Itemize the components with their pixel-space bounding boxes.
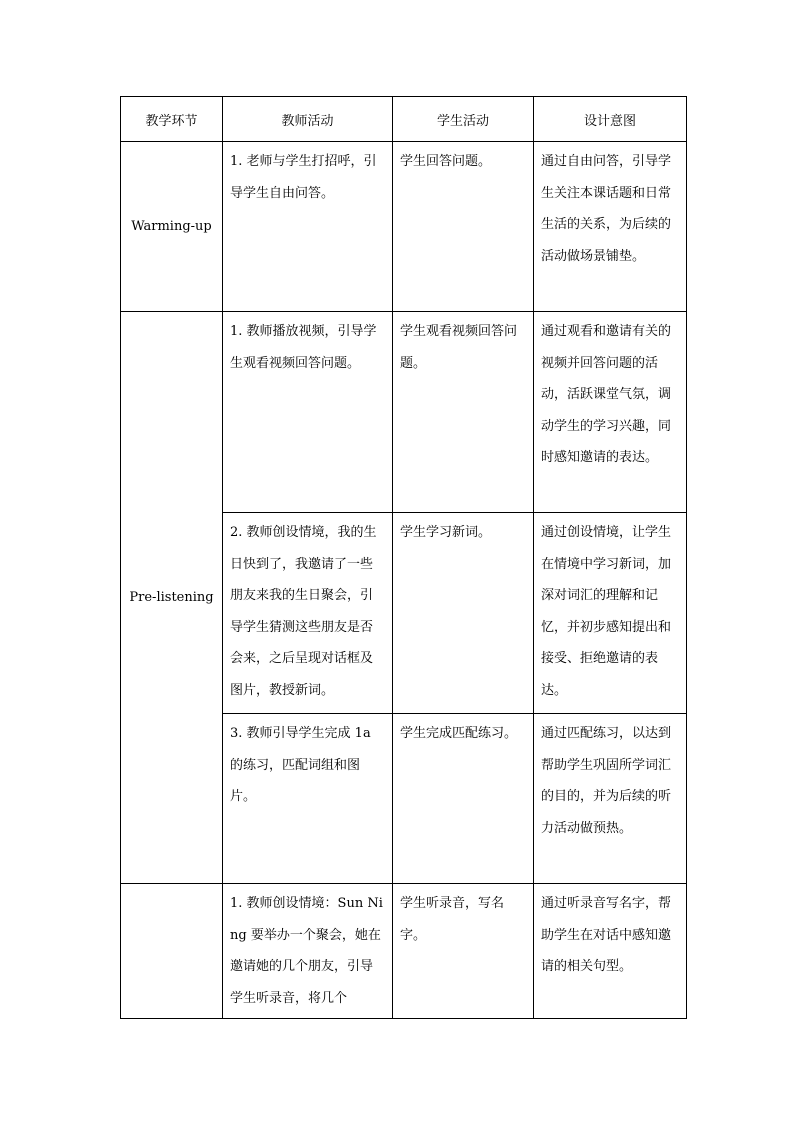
- table-row: [121, 312, 687, 513]
- teacher-activity-cell: [223, 513, 393, 714]
- teacher-activity-text: 1. 老师与学生打招呼，引导学生自由问答。: [230, 154, 377, 201]
- student-activity-cell: [393, 312, 534, 513]
- teacher-activity-cell: [223, 714, 393, 884]
- teacher-activity-text: 1. 教师创设情境：Sun Ning 要举办一个聚会，她在邀请她的几个朋友，引导学生听录音，将几个: [230, 896, 383, 1006]
- student-activity-cell: [393, 142, 534, 312]
- student-activity-cell: [393, 714, 534, 884]
- design-purpose-text: 通过匹配练习，以达到帮助学生巩固所学词汇的目的，并为后续的听力活动做预热。: [541, 726, 672, 836]
- student-activity-text: 学生学习新词。: [400, 525, 492, 540]
- teacher-activity-cell: [223, 312, 393, 513]
- student-activity-text: 学生完成匹配练习。: [400, 726, 518, 741]
- teacher-activity-text: 3. 教师引导学生完成 1a 的练习，匹配词组和图片。: [230, 726, 371, 804]
- student-activity-text: 学生听录音，写名字。: [400, 896, 505, 943]
- teacher-activity-text: 2. 教师创设情境，我的生日快到了，我邀请了一些朋友来我的生日聚会，引导学生猜测这些朋友是否会来，之后呈现对话框及图片，教授新词。: [230, 525, 377, 698]
- table-row: [121, 142, 687, 312]
- design-purpose-cell: [534, 884, 687, 1019]
- design-purpose-cell: [534, 714, 687, 884]
- header-row: [121, 97, 687, 142]
- design-purpose-text: 通过听录音写名字，帮助学生在对话中感知邀请的相关句型。: [541, 896, 672, 974]
- design-purpose-text: 通过观看和邀请有关的视频并回答问题的活动，活跃课堂气氛，调动学生的学习兴趣，同时感知邀请的表达。: [541, 324, 672, 465]
- header-stage: 教学环节: [121, 97, 223, 142]
- header-student-activity: 学生活动: [393, 97, 534, 142]
- stage-cell: Warming-up: [121, 142, 223, 312]
- teacher-activity-cell: [223, 142, 393, 312]
- student-activity-text: 学生回答问题。: [400, 154, 492, 169]
- design-purpose-cell: [534, 142, 687, 312]
- table-row: [121, 884, 687, 1019]
- lesson-plan-table: [120, 96, 687, 1019]
- design-purpose-text: 通过自由问答，引导学生关注本课话题和日常生活的关系，为后续的活动做场景铺垫。: [541, 154, 672, 264]
- header-teacher-activity: 教师活动: [223, 97, 393, 142]
- student-activity-cell: [393, 884, 534, 1019]
- teacher-activity-text: 1. 教师播放视频，引导学生观看视频回答问题。: [230, 324, 377, 371]
- stage-cell: Pre-listening: [121, 312, 223, 884]
- teacher-activity-cell: [223, 884, 393, 1019]
- student-activity-cell: [393, 513, 534, 714]
- design-purpose-cell: [534, 513, 687, 714]
- student-activity-text: 学生观看视频回答问题。: [400, 324, 518, 371]
- design-purpose-cell: [534, 312, 687, 513]
- header-design-purpose: 设计意图: [534, 97, 687, 142]
- stage-cell: [121, 884, 223, 1019]
- design-purpose-text: 通过创设情境，让学生在情境中学习新词，加深对词汇的理解和记忆，并初步感知提出和接受、拒绝邀请的表达。: [541, 525, 672, 698]
